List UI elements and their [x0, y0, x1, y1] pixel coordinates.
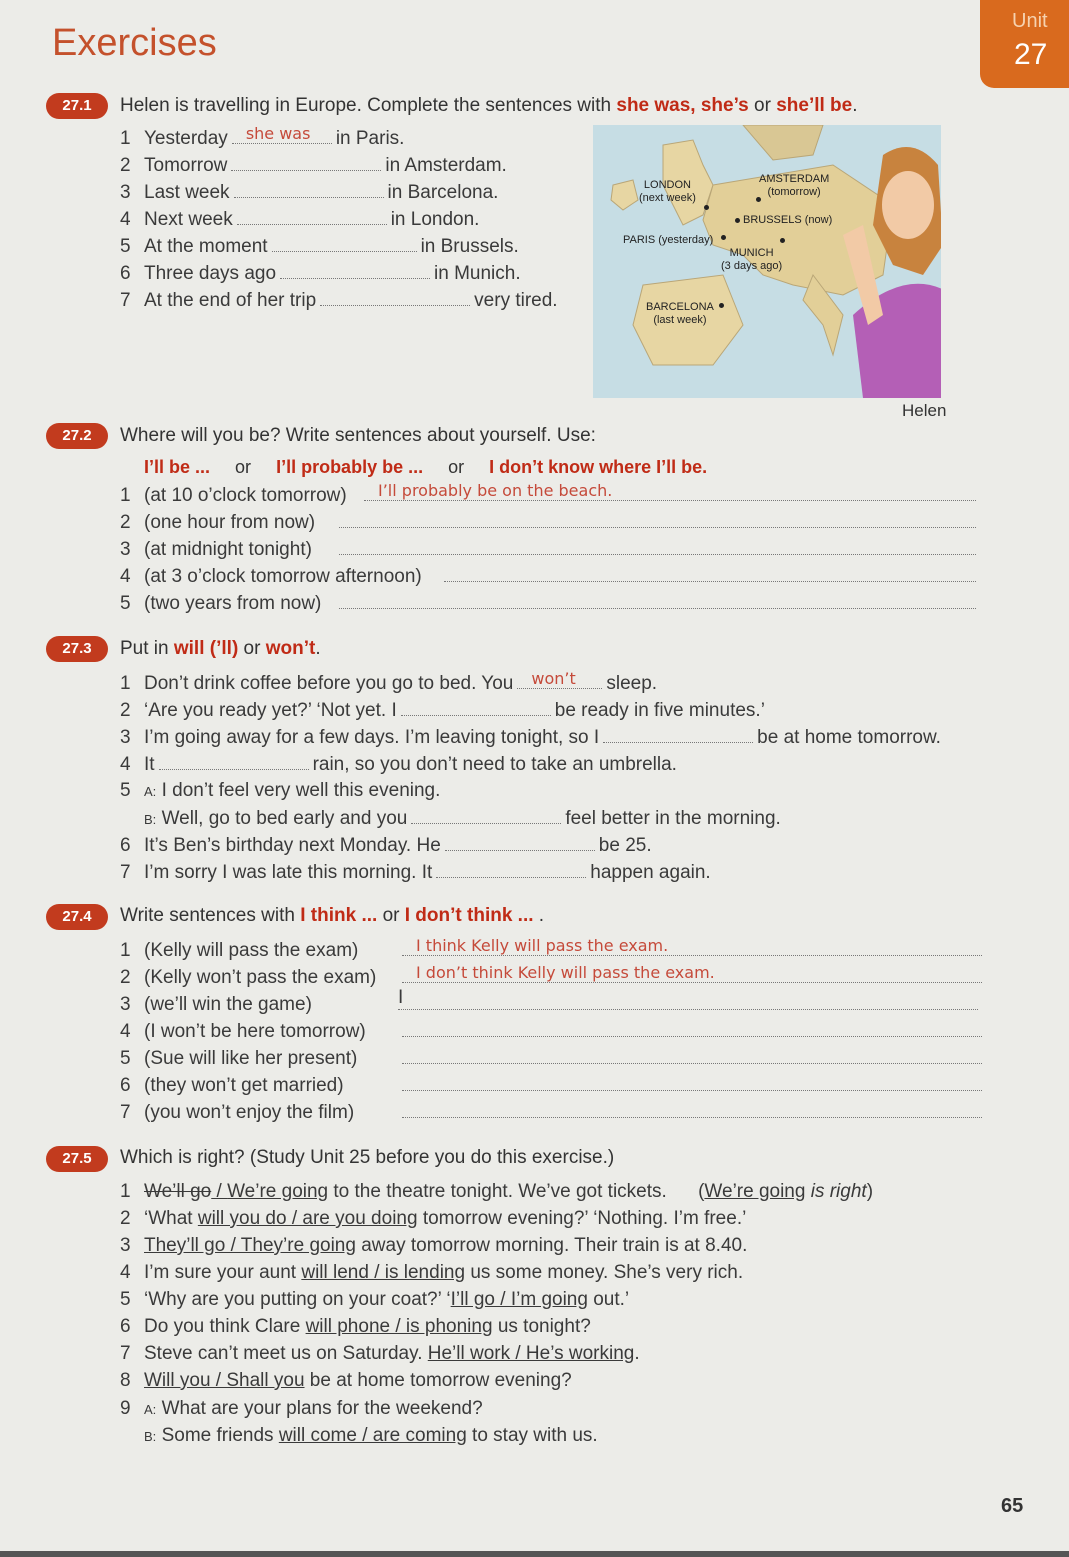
answer-start: I [398, 987, 404, 1008]
item-text: Do you think Clare [144, 1316, 306, 1337]
list-item [120, 289, 558, 312]
item-text: be at home tomorrow. [757, 727, 941, 748]
answer-blank[interactable] [436, 861, 586, 878]
list-item [120, 753, 677, 776]
item-text: be at home tomorrow evening? [304, 1370, 572, 1391]
answer-blank[interactable] [603, 726, 753, 743]
list-item [120, 1074, 986, 1097]
answer-line[interactable] [402, 1074, 982, 1091]
list-item [120, 208, 479, 231]
map-dot-paris [721, 235, 726, 240]
item-text: It [144, 754, 155, 775]
answer-blank[interactable] [320, 289, 470, 306]
list-item [120, 669, 658, 695]
item-number: 5 [120, 1289, 131, 1310]
list-item [120, 565, 980, 588]
item-number: 7 [120, 290, 131, 311]
choice-option[interactable]: He’ll work / He’s working [427, 1343, 635, 1364]
item-text: be 25. [598, 835, 652, 856]
item-prompt: (at 3 o’clock tomorrow afternoon) [144, 566, 422, 587]
item-number: 2 [120, 967, 131, 988]
item-text: in Munich. [434, 263, 521, 284]
item-number: 3 [120, 727, 131, 748]
item-text: Three days ago [144, 263, 277, 284]
item-number: 2 [120, 700, 131, 721]
answer-line[interactable] [339, 592, 976, 609]
page-number: 65 [1001, 1495, 1024, 1517]
item-number: 4 [120, 209, 131, 230]
item-number: 2 [120, 155, 131, 176]
handwritten-answer: won’t [531, 669, 576, 688]
list-item [120, 511, 980, 534]
list-item [120, 1343, 640, 1365]
answer-blank[interactable] [231, 154, 381, 171]
europe-map [593, 125, 941, 398]
item-text: rain, so you don’t need to take an umbrella. [312, 754, 677, 775]
list-item: B: Some friends will come / are coming to stay with us. [144, 1425, 598, 1446]
exercise-badge: 27.2 [46, 423, 108, 449]
item-number: 6 [120, 263, 131, 284]
list-item [120, 834, 652, 857]
list-item: 9 A: What are your plans for the weekend? [120, 1398, 483, 1419]
item-number: 4 [120, 1021, 131, 1042]
item-number: 3 [120, 994, 131, 1015]
list-item [120, 181, 498, 204]
answer-line[interactable] [339, 511, 976, 528]
item-text: I’m going away for a few days. I’m leaving tonight, so I [144, 727, 600, 748]
list-item [120, 1208, 746, 1230]
item-text: ‘What [144, 1208, 198, 1229]
item-number: 5 [120, 236, 131, 257]
item-prompt: (they won’t get married) [144, 1075, 344, 1096]
list-item [120, 861, 711, 884]
item-text: feel better in the morning. [565, 808, 781, 829]
item-number: 6 [120, 835, 131, 856]
item-prompt: (you won’t enjoy the film) [144, 1102, 355, 1123]
item-prompt: (Sue will like her present) [144, 1048, 358, 1069]
item-number: 2 [120, 1208, 131, 1229]
list-item [120, 963, 986, 989]
item-number: 1 [120, 128, 131, 149]
handwritten-answer: I’ll probably be on the beach. [378, 481, 613, 500]
list-item [120, 481, 980, 507]
item-prompt: (at midnight tonight) [144, 539, 312, 560]
item-number: 3 [120, 182, 131, 203]
answer-line[interactable] [339, 538, 976, 555]
exercise-badge: 27.1 [46, 93, 108, 119]
choice-option[interactable]: will phone / is phoning [305, 1316, 493, 1337]
item-prompt: (Kelly will pass the exam) [144, 940, 359, 961]
item-text: us some money. She’s very rich. [465, 1262, 744, 1283]
item-prompt: (two years from now) [144, 593, 322, 614]
item-number: 5 [120, 593, 131, 614]
item-prompt: (I won’t be here tomorrow) [144, 1021, 366, 1042]
answer-blank[interactable] [234, 181, 384, 198]
answer-blank[interactable] [272, 235, 417, 252]
map-label-brussels: BRUSSELS (now) [743, 214, 833, 226]
list-item [120, 699, 765, 722]
item-prompt: (Kelly won’t pass the exam) [144, 967, 377, 988]
item-text: Next week [144, 209, 233, 230]
item-number: 6 [120, 1075, 131, 1096]
handwritten-answer: I think Kelly will pass the exam. [416, 936, 669, 955]
item-text: in Paris. [335, 128, 405, 149]
item-number: 1 [120, 485, 131, 506]
item-text: sleep. [606, 673, 658, 694]
item-number: 4 [120, 754, 131, 775]
item-number: 5 [120, 1048, 131, 1069]
item-text: in London. [390, 209, 480, 230]
exercise-title: Helen is travelling in Europe. Complete the sentences with she was, she’s or she’ll be. [120, 95, 858, 116]
list-item [120, 1316, 591, 1338]
exercise-title: Put in will (’ll) or won’t. [120, 638, 321, 659]
item-text: in Barcelona. [387, 182, 499, 203]
list-item [120, 1020, 986, 1043]
list-item [120, 936, 986, 962]
answer-line[interactable] [402, 963, 982, 983]
unit-tab [980, 0, 1069, 88]
answer-blank[interactable] [237, 208, 387, 225]
page-title: Exercises [52, 22, 217, 64]
map-dot-munich [780, 238, 785, 243]
choice-option[interactable]: will you do / are you doing [197, 1208, 418, 1229]
item-text: At the moment [144, 236, 268, 257]
exercise-badge: 27.5 [46, 1146, 108, 1172]
choice-option[interactable]: Will you / Shall you [144, 1370, 305, 1391]
list-item [120, 1047, 986, 1070]
speaker-label: B: [144, 812, 157, 827]
item-prompt: (one hour from now) [144, 512, 316, 533]
answer-line[interactable] [444, 565, 976, 582]
map-label-barcelona: BARCELONA (last week) [646, 301, 714, 326]
list-item [120, 807, 781, 830]
item-number: 7 [120, 1102, 131, 1123]
list-item [120, 1289, 629, 1311]
item-prompt: (we’ll win the game) [144, 994, 312, 1015]
item-number: 5 [120, 780, 131, 801]
item-text: very tired. [474, 290, 558, 311]
answer-line[interactable] [402, 936, 982, 956]
item-text: Don’t drink coffee before you go to bed. You [144, 673, 514, 694]
item-text: ‘Why are you putting on your coat?’ ‘ [144, 1289, 451, 1310]
item-text: ‘Are you ready yet?’ ‘Not yet. I [144, 700, 397, 721]
list-item: 1 We’ll go / We’re going to the theatre tonight. We’ve got tickets. (We’re going is right) [120, 1181, 874, 1202]
exercise-badge: 27.3 [46, 636, 108, 662]
item-number: 4 [120, 1262, 131, 1283]
item-text: us tonight? [492, 1316, 591, 1337]
choice-option[interactable]: I’ll go / I’m going [450, 1289, 588, 1310]
item-text: . [634, 1343, 640, 1364]
item-number: 4 [120, 566, 131, 587]
item-number: 7 [120, 862, 131, 883]
list-item [120, 780, 440, 802]
list-item [120, 235, 519, 258]
exercise-title: Which is right? (Study Unit 25 before you do this exercise.) [120, 1147, 615, 1168]
map-label-amsterdam: AMSTERDAM (tomorrow) [759, 173, 830, 198]
list-item [120, 987, 978, 1016]
list-item [120, 1262, 743, 1284]
list-item [120, 154, 507, 177]
map-label-munich: MUNICH (3 days ago) [721, 247, 783, 272]
item-number: 7 [120, 1343, 131, 1364]
answer-line[interactable] [402, 1047, 982, 1064]
exercise-title: Where will you be? Write sentences about yourself. Use: [120, 425, 596, 446]
answer-blank[interactable] [411, 807, 561, 824]
list-item [120, 262, 521, 285]
page-bottom-bar [0, 1551, 1069, 1557]
item-text: out.’ [587, 1289, 630, 1310]
answer-blank[interactable] [232, 124, 332, 144]
list-item [120, 538, 980, 561]
map-caption: Helen [902, 401, 947, 420]
unit-tab-number: 27 [1014, 38, 1048, 71]
item-text: It’s Ben’s birthday next Monday. He [144, 835, 441, 856]
answer-blank[interactable] [401, 699, 551, 716]
answer-line[interactable] [398, 987, 978, 1010]
list-item [120, 1101, 986, 1124]
speaker-label: A: [144, 784, 157, 799]
exercise-badge: 27.4 [46, 904, 108, 930]
list-item [120, 124, 405, 150]
list-item [120, 592, 980, 615]
item-number: 1 [120, 940, 131, 961]
item-text: happen again. [590, 862, 711, 883]
item-number: 8 [120, 1370, 131, 1391]
answer-line[interactable] [364, 481, 976, 501]
item-text: At the end of her trip [144, 290, 317, 311]
answer-line[interactable] [402, 1020, 982, 1037]
item-text: Well, go to bed early and you [161, 808, 408, 829]
item-text: Tomorrow [144, 155, 228, 176]
item-prompt: (at 10 o’clock tomorrow) [144, 485, 347, 506]
option-list: I’ll be ... or I’ll probably be ... or I don’t know where I’ll be. [144, 457, 708, 477]
item-number: 6 [120, 1316, 131, 1337]
item-text: I’m sure your aunt [144, 1262, 302, 1283]
item-number: 1 [120, 673, 131, 694]
map-label-paris: PARIS (yesterday) [623, 234, 714, 246]
map-dot-barcelona [719, 303, 724, 308]
item-text: in Amsterdam. [385, 155, 507, 176]
exercise-title: Write sentences with I think ... or I don’t think ... . [120, 905, 545, 926]
item-number: 3 [120, 539, 131, 560]
item-text: tomorrow evening?’ ‘Nothing. I’m free.’ [417, 1208, 747, 1229]
unit-tab-label: Unit [1012, 10, 1048, 32]
answer-blank[interactable] [517, 669, 602, 689]
item-text: away tomorrow morning. Their train is at 8.40. [355, 1235, 748, 1256]
map-dot-london [704, 205, 709, 210]
item-text: be ready in five minutes.’ [554, 700, 765, 721]
map-dot-brussels [735, 218, 740, 223]
helen-illustration [813, 125, 941, 398]
item-text: in Brussels. [420, 236, 519, 257]
answer-blank[interactable] [159, 753, 309, 770]
map-label-london: LONDON (next week) [639, 179, 696, 204]
item-text: Yesterday [144, 128, 228, 149]
map-dot-amsterdam [756, 197, 761, 202]
choice-option[interactable]: will lend / is lending [301, 1262, 466, 1283]
list-item [120, 726, 941, 749]
item-text: I’m sorry I was late this morning. It [144, 862, 433, 883]
item-number: 2 [120, 512, 131, 533]
handwritten-answer: I don’t think Kelly will pass the exam. [416, 963, 715, 982]
item-text: Steve can’t meet us on Saturday. [144, 1343, 428, 1364]
choice-option[interactable]: They’ll go / They’re going [144, 1235, 356, 1256]
answer-blank[interactable] [280, 262, 430, 279]
list-item [120, 1370, 572, 1392]
list-item [120, 1235, 747, 1257]
answer-line[interactable] [402, 1101, 982, 1118]
item-text: I don’t feel very well this evening. [161, 780, 441, 801]
handwritten-answer: she was [245, 124, 311, 143]
item-text: Last week [144, 182, 230, 203]
item-number: 3 [120, 1235, 131, 1256]
answer-blank[interactable] [445, 834, 595, 851]
